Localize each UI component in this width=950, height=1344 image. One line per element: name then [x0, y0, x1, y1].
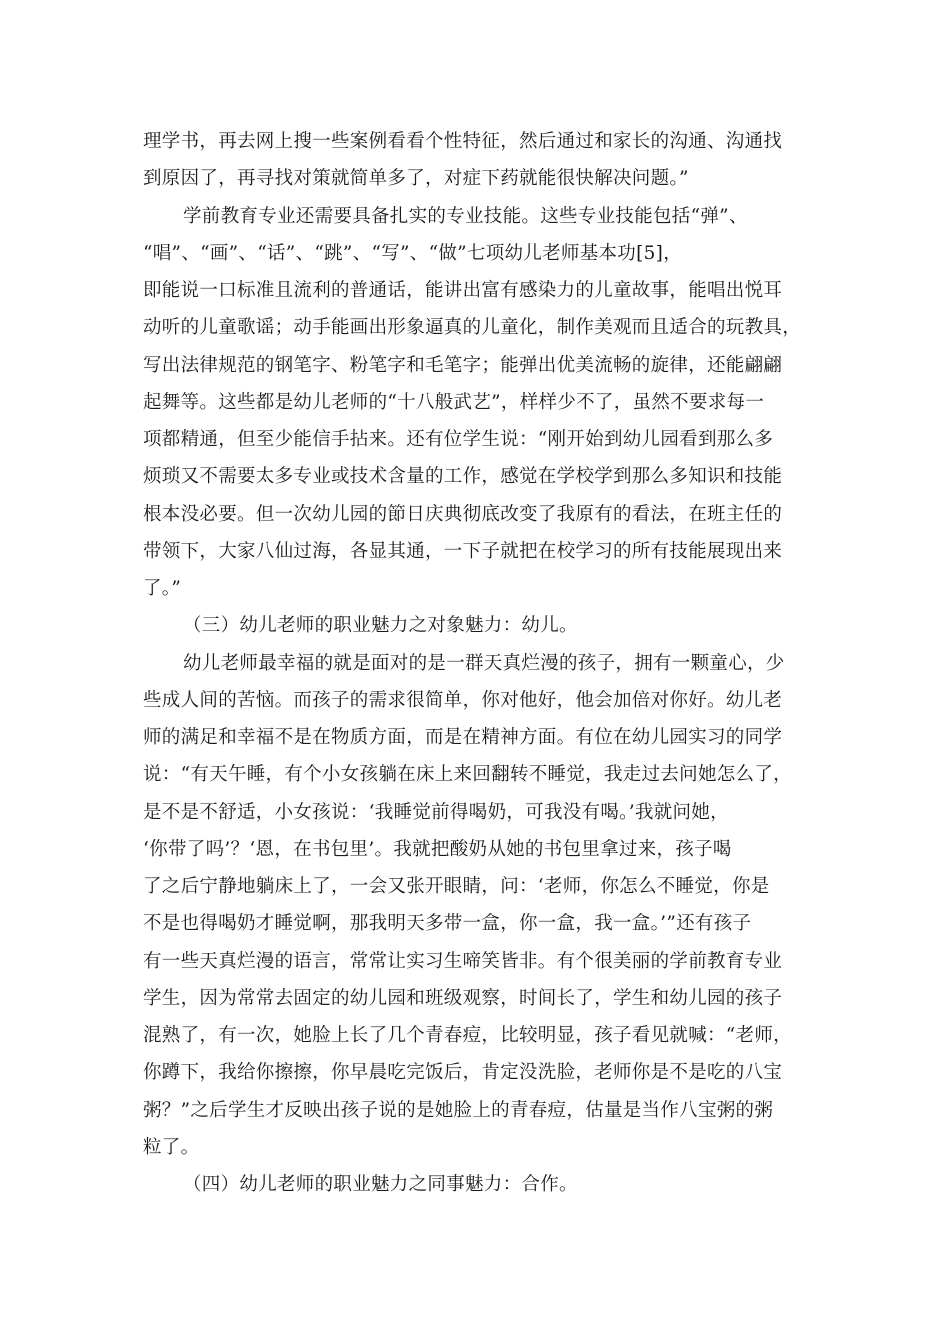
text-line: 项都精通，但至少能信手拈来。还有位学生说：“刚开始到幼儿园看到那么多	[143, 429, 774, 450]
text-line: 写出法律规范的钢笔字、粉笔字和毛笔字；能弹出优美流畅的旋律，还能翩翩	[143, 354, 783, 376]
text-line: 根本没必要。但一次幼儿园的節日庆典彻底改变了我原有的看法，在班主任的	[143, 503, 783, 525]
text-line: “唱”、“画”、“话”、“跳”、“写”、“做”七项幼儿老师基本功[5]，	[143, 242, 682, 264]
text-line: 说：“有天午睡，有个小女孩躺在床上来回翻转不睡觉，我走过去问她怎么了，	[143, 764, 792, 786]
text-line: 到原因了，再寻找对策就简单多了，对症下药就能很快解决问题。”	[143, 168, 689, 190]
text-line: 粥？”之后学生才反映出孩子说的是她脸上的青春痘，估量是当作八宝粥的粥	[143, 1099, 774, 1121]
body-text	[143, 123, 807, 1203]
text-line: 混熟了，有一次，她脸上长了几个青春痘，比较明显，孩子看见就喊：“老师，	[143, 1025, 792, 1046]
text-line: ‘你带了吗’？‘恩，在书包里’。我就把酸奶从她的书包里拿过来，孩子喝	[143, 838, 732, 860]
text-line: 些成人间的苦恼。而孩子的需求很简单，你对他好，他会加倍对你好。幼儿老	[143, 689, 783, 711]
text-line: 理学书，再去网上搜一些案例看看个性特征，然后通过和家长的沟通、沟通找	[143, 131, 783, 152]
text-line: 师的满足和幸福不是在物质方面，而是在精神方面。有位在幼儿园实习的同学	[143, 727, 783, 748]
section-heading: （三）幼儿老师的职业魅力之对象魅力：幼儿。	[183, 615, 578, 637]
text-line: 烦琐又不需要太多专业或技术含量的工作，感觉在学校学到那么多知识和技能	[143, 466, 783, 488]
text-line: 即能说一口标准且流利的普通话，能讲出富有感染力的儿童故事，能唱出悦耳	[143, 280, 783, 301]
text-line: 你蹲下，我给你擦擦，你早晨吃完饭后，肯定没洗脸，老师你是不是吃的八宝	[143, 1062, 783, 1084]
text-line: 带领下，大家八仙过海，各显其通，一下子就把在校学习的所有技能展现出来	[143, 540, 783, 562]
text-line: 起舞等。这些都是幼儿老师的“十八般武艺”，样样少不了，虽然不要求每一	[143, 391, 765, 413]
text-line: 有一些天真烂漫的语言，常常让实习生啼笑皆非。有个很美丽的学前教育专业	[143, 950, 783, 972]
text-line: 了。”	[143, 578, 182, 599]
text-line: 是不是不舒适，小女孩说：‘我睡觉前得喝奶，可我没有喝。’我就问她，	[143, 801, 729, 823]
section-heading: （四）幼儿老师的职业魅力之同事魅力：合作。	[183, 1174, 578, 1195]
text-line: 不是也得喝奶才睡觉啊，那我明天多带一盒，你一盒，我一盒。’”还有孩子	[143, 913, 752, 935]
text-line: 动听的儿童歌谣；动手能画出形象逼真的儿童化，制作美观而且适合的玩教具，	[143, 317, 802, 339]
text-line: 粒了。	[143, 1136, 200, 1158]
text-line: 幼儿老师最幸福的就是面对的是一群天真烂漫的孩子，拥有一颗童心，少	[183, 652, 785, 674]
text-line: 学前教育专业还需要具备扎实的专业技能。这些专业技能包括“弹”、	[183, 205, 748, 227]
text-line: 了之后宁静地躺床上了，一会又张开眼睛，问：‘老师，你怎么不睡觉，你是	[143, 876, 770, 897]
text-line: 学生，因为常常去固定的幼儿园和班级观察，时间长了，学生和幼儿园的孩子	[143, 987, 783, 1009]
